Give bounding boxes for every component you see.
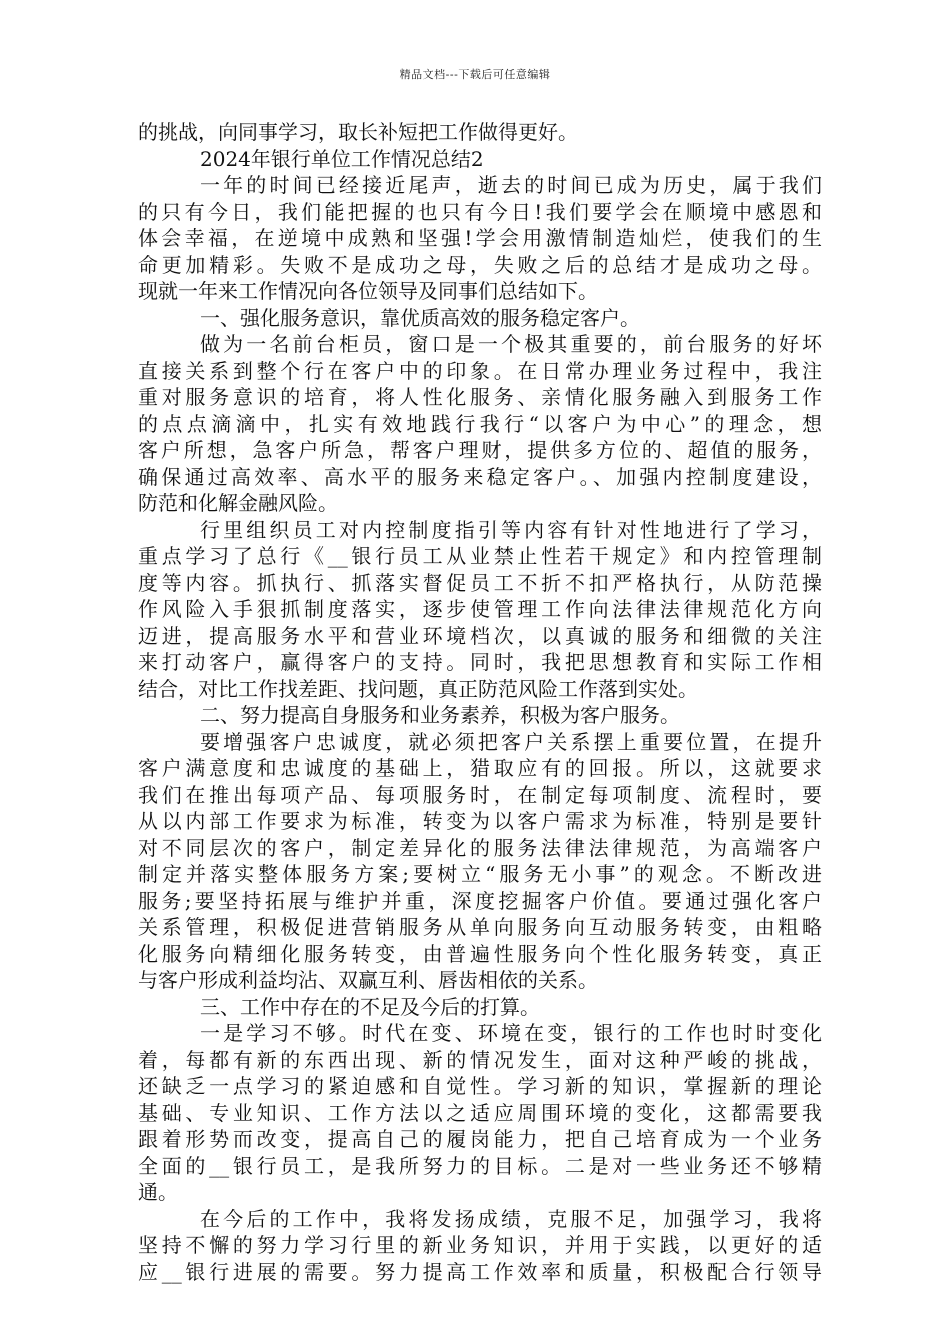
- text-line: 重点学习了总行《__银行员工从业禁止性若干规定》和内控管理制: [138, 544, 822, 568]
- text-line: 客户满意度和忠诚度的基础上，猎取应有的回报。所以，这就要求: [138, 756, 822, 780]
- text-line: 二、努力提高自身服务和业务素养，积极为客户服务。: [200, 703, 680, 727]
- text-line: 现就一年来工作情况向各位领导及同事们总结如下。: [138, 279, 598, 303]
- text-line: 应__银行进展的需要。努力提高工作效率和质量，积极配合行领导: [138, 1259, 822, 1284]
- text-line: 行里组织员工对内控制度指引等内容有针对性地进行了学习，: [200, 517, 822, 542]
- text-line: 重对服务意识的培育，将人性化服务、亲情化服务融入到服务工作: [138, 385, 822, 409]
- text-line: 客户所想，急客户所急，帮客户理财，提供多方位的、超值的服务，: [138, 438, 822, 462]
- text-line: 坚持不懈的努力学习行里的新业务知识，并用于实践，以更好的适: [138, 1233, 822, 1257]
- text-line: 在今后的工作中，我将发扬成绩，克服不足，加强学习，我将: [200, 1206, 822, 1231]
- text-line: 命更加精彩。失败不是成功之母，失败之后的总结才是成功之母。: [138, 252, 822, 277]
- text-line: 直接关系到整个行在客户中的印象。在日常办理业务过程中，我注: [138, 358, 822, 383]
- text-line: 通。: [138, 1180, 178, 1204]
- text-line: 体会幸福，在逆境中成熟和坚强!学会用激情制造灿烂，使我们的生: [138, 226, 822, 250]
- text-line: 基础、专业知识、工作方法以之适应周围环境的变化，这都需要我: [138, 1100, 822, 1125]
- text-line: 2024年银行单位工作情况总结2: [200, 146, 484, 171]
- text-line: 三、工作中存在的不足及今后的打算。: [200, 994, 540, 1019]
- text-line: 我们在推出每项产品、每项服务时，在制定每项制度、流程时，要: [138, 782, 822, 807]
- text-line: 一是学习不够。时代在变、环境在变，银行的工作也时时变化: [200, 1021, 822, 1045]
- text-line: 迈进，提高服务水平和营业环境档次，以真诚的服务和细微的关注: [138, 623, 822, 648]
- text-line: 从以内部工作要求为标准，转变为以客户需求为标准，特别是要针: [138, 809, 822, 833]
- page-header: 精品文档---下载后可任意编辑: [399, 68, 551, 81]
- text-line: 关系管理，积极促进营销服务从单向服务向互动服务转变，由粗略: [138, 915, 822, 939]
- text-line: 制定并落实整体服务方案;要树立“服务无小事”的观念。不断改进: [138, 862, 822, 886]
- text-line: 对不同层次的客户，制定差异化的服务法律法律规范，为高端客户: [138, 835, 822, 860]
- text-line: 的挑战，向同事学习，取长补短把工作做得更好。: [138, 120, 578, 144]
- text-line: 与客户形成利益均沾、双赢互利、唇齿相依的关系。: [138, 968, 598, 992]
- text-line: 来打动客户，赢得客户的支持。同时，我把思想教育和实际工作相: [138, 650, 822, 674]
- text-line: 还缺乏一点学习的紧迫感和自觉性。学习新的知识，掌握新的理论: [138, 1074, 822, 1098]
- text-line: 确保通过高效率、高水平的服务来稳定客户。、加强内控制度建设，: [138, 464, 822, 489]
- text-line: 的只有今日，我们能把握的也只有今日!我们要学会在顺境中感恩和: [138, 199, 822, 224]
- text-line: 结合，对比工作找差距、找问题，真正防范风险工作落到实处。: [138, 676, 698, 701]
- document-body: [138, 119, 822, 1285]
- text-line: 化服务向精细化服务转变，由普遍性服务向个性化服务转变，真正: [138, 941, 822, 966]
- text-line: 度等内容。抓执行、抓落实督促员工不折不扣严格执行，从防范操: [138, 570, 822, 595]
- text-line: 做为一名前台柜员，窗口是一个极其重要的，前台服务的好坏: [200, 332, 822, 356]
- text-line: 一、强化服务意识，靠优质高效的服务稳定客户。: [200, 305, 640, 330]
- text-line: 一年的时间已经接近尾声，逝去的时间已成为历史，属于我们: [200, 173, 822, 197]
- text-line: 服务;要坚持拓展与维护并重，深度挖掘客户价值。要通过强化客户: [138, 888, 822, 913]
- text-line: 的点点滴滴中，扎实有效地践行我行“以客户为中心”的理念，想: [138, 411, 822, 436]
- text-line: 要增强客户忠诚度，就必须把客户关系摆上重要位置，在提升: [200, 729, 822, 754]
- text-line: 着，每都有新的东西出现、新的情况发生，面对这种严峻的挑战，: [138, 1047, 822, 1072]
- text-line: 防范和化解金融风险。: [138, 491, 338, 515]
- text-line: 全面的__银行员工，是我所努力的目标。二是对一些业务还不够精: [138, 1153, 822, 1178]
- text-line: 跟着形势而改变，提高自己的履岗能力，把自己培育成为一个业务: [138, 1127, 822, 1151]
- text-line: 作风险入手狠抓制度落实，逐步使管理工作向法律法律规范化方向: [138, 597, 822, 621]
